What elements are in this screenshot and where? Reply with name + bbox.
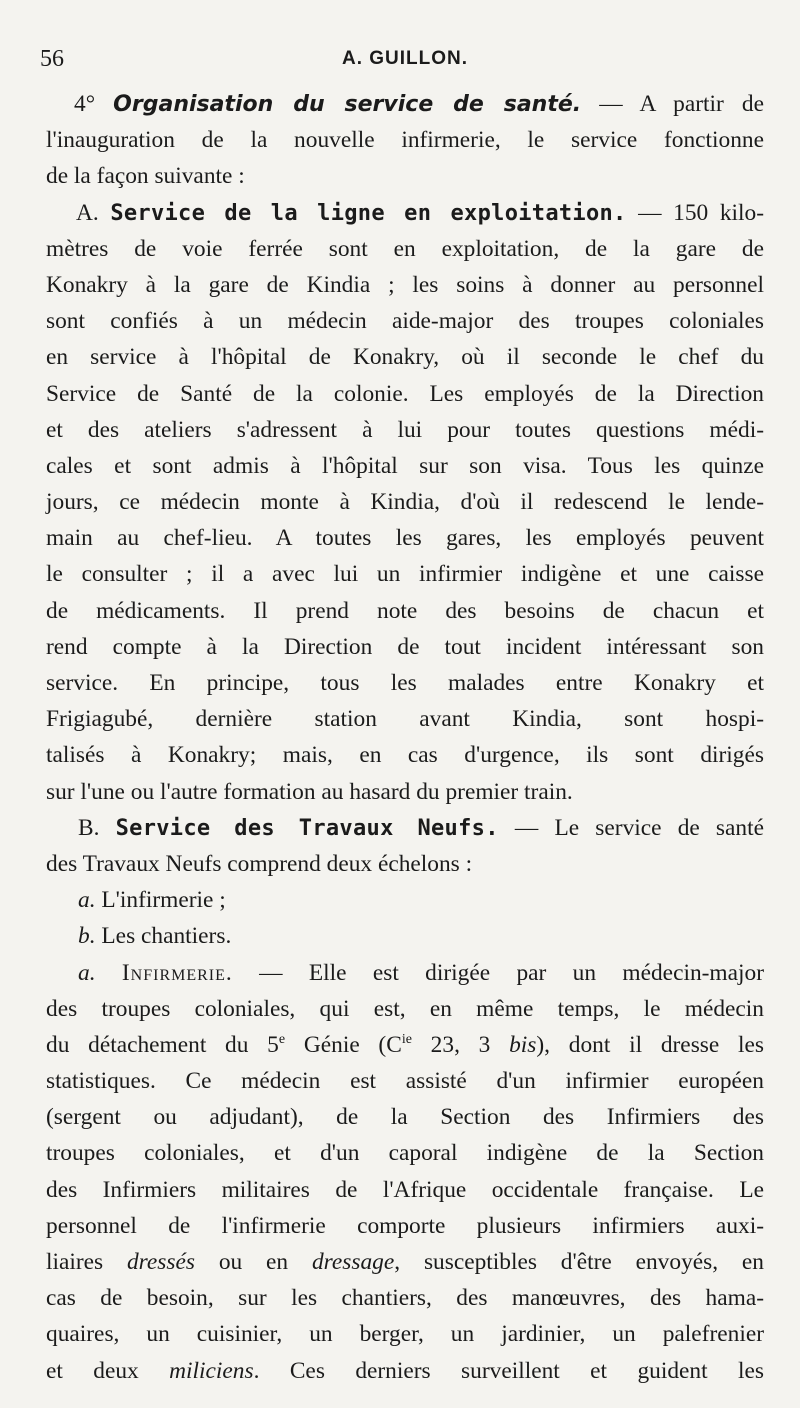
superscript: ie bbox=[401, 1032, 412, 1048]
text-line: jours, ce médecin monte à Kindia, d'où il redescend le lende- bbox=[46, 489, 764, 516]
text: Génie (C bbox=[285, 1031, 402, 1058]
subsection-label: a. bbox=[78, 959, 96, 986]
text-line bbox=[46, 1353, 764, 1389]
text: 23, 3 bbox=[411, 1031, 510, 1058]
text: , susceptibles d'être envoyés, en bbox=[394, 1249, 765, 1275]
text-line: troupes coloniales, et d'un caporal indigène de la Section bbox=[46, 1140, 764, 1167]
text-line: cas de besoin, sur les chantiers, des manœuvres, des hama- bbox=[46, 1285, 764, 1312]
text: — Le service de santé bbox=[498, 814, 764, 841]
text-line: des Infirmiers militaires de l'Afrique occidentale française. Le bbox=[46, 1176, 764, 1203]
infirmerie-heading-line bbox=[46, 955, 764, 991]
text-line bbox=[46, 1244, 764, 1280]
section-title: Organisation du service de santé. bbox=[113, 92, 582, 117]
section-number: 4° bbox=[74, 91, 96, 117]
text-line: sur l'une ou l'autre formation au hasard du premier train. bbox=[46, 778, 573, 805]
subsection-a-heading-line bbox=[46, 195, 764, 231]
list-text: L'infirmerie ; bbox=[95, 887, 226, 914]
superscript: e bbox=[278, 1032, 286, 1048]
paragraph-organisation-line bbox=[46, 86, 764, 122]
text-line: l'inauguration de la nouvelle infirmerie, le service fonctionne bbox=[46, 127, 764, 154]
text: ou en bbox=[195, 1249, 312, 1275]
text: — Elle est dirigée par un médecin-major bbox=[232, 959, 764, 986]
text-line: rend compte à la Direction de tout incident intéressant son bbox=[46, 633, 764, 660]
text-line: Konakry à la gare de Kindia ; les soins à donner au personnel bbox=[46, 271, 764, 298]
text: — A partir de bbox=[581, 91, 764, 117]
text-line: Service de Santé de la colonie. Les employés de la Direction bbox=[46, 380, 764, 407]
page-number: 56 bbox=[40, 46, 64, 72]
page-header bbox=[40, 40, 764, 74]
text-line: service. En principe, tous les malades entre Konakry et bbox=[46, 670, 764, 696]
page-body bbox=[46, 86, 764, 1389]
text-line: de la façon suivante : bbox=[46, 163, 245, 190]
subsection-title: Service de la ligne en exploitation. bbox=[110, 200, 627, 226]
book-page bbox=[40, 40, 765, 1389]
text-line: personnel de l'infirmerie comporte plusieurs infirmiers auxi- bbox=[46, 1212, 764, 1239]
text: et deux bbox=[46, 1357, 170, 1384]
text-line: (sergent ou adjudant), de la Section des Infirmiers des bbox=[46, 1104, 764, 1131]
text-line: et des ateliers s'adressent à lui pour toutes questions médi- bbox=[46, 416, 764, 443]
text-line: talisés à Konakry; mais, en cas d'urgence, ils sont dirigés bbox=[46, 742, 764, 769]
list-label: b. bbox=[78, 923, 96, 950]
italic-text: dressés bbox=[126, 1249, 195, 1275]
list-text: Les chantiers. bbox=[95, 923, 232, 950]
running-head: A. GUILLON. bbox=[341, 48, 469, 69]
text-line: des troupes coloniales, qui est, en même temps, le médecin bbox=[46, 995, 764, 1022]
text: du détachement du 5 bbox=[46, 1031, 279, 1058]
subsection-b-heading-line bbox=[46, 810, 764, 846]
text: — 150 kilo- bbox=[626, 199, 764, 226]
text-line: cales et sont admis à l'hôpital sur son visa. Tous les quinze bbox=[46, 452, 764, 479]
text-line: le consulter ; il a avec lui un infirmier indigène et une caisse bbox=[46, 561, 764, 588]
text-line: sont confiés à un médecin aide-major des troupes coloniales bbox=[46, 308, 764, 335]
text-line bbox=[46, 1027, 764, 1063]
text: ), dont il dresse les bbox=[536, 1031, 764, 1058]
list-item bbox=[46, 882, 764, 918]
list-label: a. bbox=[78, 887, 96, 914]
italic-text: bis bbox=[509, 1031, 537, 1058]
text-line: mètres de voie ferrée sont en exploitation, de la gare de bbox=[46, 235, 764, 262]
text-line: des Travaux Neufs comprend deux échelons : bbox=[46, 850, 473, 877]
text: liaires bbox=[46, 1249, 127, 1275]
subsection-label: B. bbox=[78, 814, 100, 841]
text-line: en service à l'hôpital de Konakry, où il seconde le chef du bbox=[46, 344, 764, 371]
subsection-title: Service des Travaux Neufs. bbox=[115, 815, 499, 841]
text-line: de médicaments. Il prend note des besoins de chacun et bbox=[46, 597, 764, 624]
text-line: statistiques. Ce médecin est assisté d'un infirmier européen bbox=[46, 1068, 764, 1095]
italic-text: miliciens bbox=[169, 1357, 254, 1384]
subsection-title: Infirmerie. bbox=[121, 959, 233, 986]
italic-text: dressage bbox=[311, 1249, 395, 1275]
text-line: quaires, un cuisinier, un berger, un jardinier, un palefrenier bbox=[46, 1321, 764, 1348]
subsection-label: A. bbox=[76, 199, 99, 226]
text: . Ces derniers surveillent et guident les bbox=[253, 1357, 764, 1384]
list-item bbox=[46, 918, 764, 954]
text-line: main au chef-lieu. A toutes les gares, les employés peuvent bbox=[46, 525, 764, 552]
text-line: Frigiagubé, dernière station avant Kindia, sont hospi- bbox=[46, 706, 764, 733]
